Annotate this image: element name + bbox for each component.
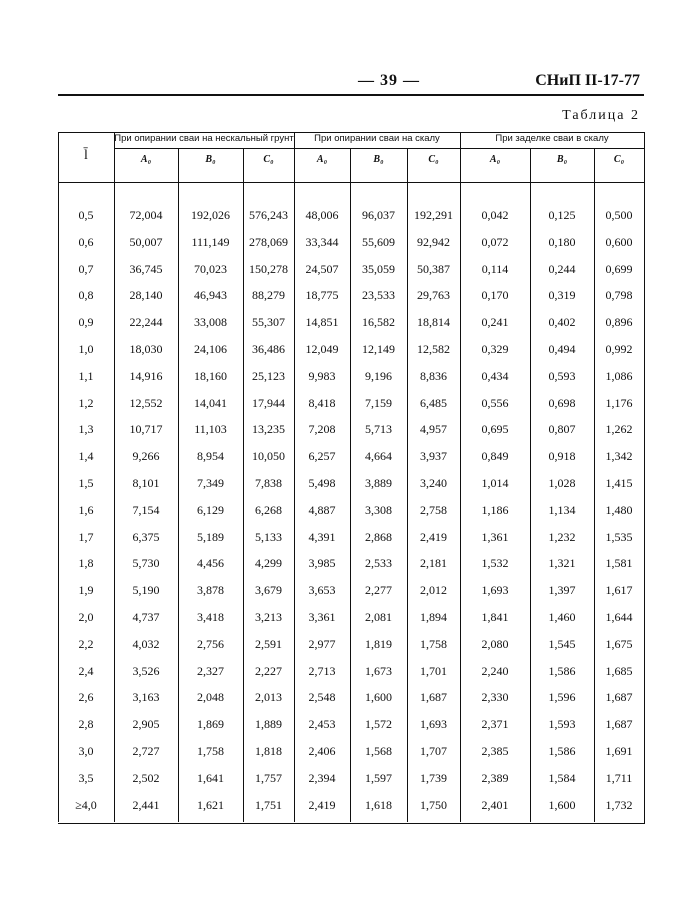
table-cell: 3,937 [420, 449, 447, 464]
table-row [58, 230, 644, 255]
table-cell: 4,664 [365, 449, 392, 464]
table-cell: 2,394 [308, 770, 336, 785]
table-cell: 1,176 [605, 395, 633, 410]
table-cell: 0,918 [548, 449, 576, 464]
table-cell: 3,985 [308, 556, 336, 571]
table-cell: 33,008 [194, 315, 227, 330]
page-number: — 39 — [358, 72, 420, 89]
table-cell: 1,687 [420, 690, 447, 705]
table-cell: 5,189 [197, 529, 224, 544]
table-cell: 5,730 [132, 556, 160, 571]
table-cell: 6,268 [255, 502, 282, 517]
table-cell: 2,977 [308, 636, 336, 651]
table-row [58, 766, 644, 791]
table-row [58, 605, 644, 630]
cell-l: 2,8 [78, 717, 94, 732]
table-cell: 2,905 [132, 717, 160, 732]
table-cell: 1,687 [605, 717, 633, 732]
table-cell: 3,418 [197, 610, 224, 624]
table-cell: 6,257 [308, 449, 336, 464]
table-cell: 1,397 [548, 583, 576, 598]
table-cell: 3,653 [308, 583, 336, 598]
table-cell: 3,240 [420, 476, 447, 490]
cell-l: 3,5 [78, 770, 94, 785]
table-cell: 1,342 [605, 449, 633, 464]
table-cell: 111,149 [191, 234, 230, 249]
table-cell: 6,485 [420, 395, 447, 410]
cell-l: 1,9 [78, 583, 94, 598]
table-cell: 1,894 [420, 610, 447, 624]
table-cell: 0,042 [481, 208, 509, 222]
table-cell: 9,196 [365, 368, 392, 383]
table-cell: 0,180 [548, 234, 576, 249]
table-row [58, 444, 644, 469]
table-cell: 1,581 [605, 556, 633, 571]
table-row [58, 283, 644, 308]
cell-l: 2,2 [78, 636, 94, 651]
table-cell: 576,243 [249, 208, 288, 222]
table-cell: 1,675 [605, 636, 633, 651]
table-cell: 0,434 [481, 368, 509, 383]
table-cell: 1,480 [605, 502, 633, 517]
table-cell: 3,163 [132, 690, 160, 705]
table-cell: 2,181 [420, 556, 447, 571]
group-title-embedded: При заделке сваи в скалу [495, 133, 609, 144]
table-row [58, 471, 644, 496]
table-cell: 1,691 [605, 744, 633, 758]
table-cell: 1,641 [197, 770, 224, 785]
table-cell: 14,916 [129, 368, 163, 383]
table-cell: 1,415 [605, 476, 633, 490]
cell-l: 1,4 [78, 449, 94, 464]
table-cell: 2,227 [255, 663, 282, 678]
cell-l: 1,3 [78, 422, 94, 437]
table-cell: 0,500 [605, 208, 633, 222]
table-cell: 2,371 [481, 717, 509, 732]
table-cell: 3,526 [132, 663, 160, 678]
table-cell: 7,349 [197, 476, 224, 490]
table-cell: 12,552 [129, 395, 163, 410]
cell-l: 0,6 [78, 234, 94, 249]
table-row [58, 739, 644, 764]
table-cell: 0,798 [605, 288, 633, 303]
table-cell: 6,129 [197, 502, 224, 517]
col-head-b0-rock: B₀ [373, 154, 384, 165]
table-row [58, 257, 644, 282]
table-cell: 2,330 [481, 690, 509, 705]
table-cell: 1,186 [481, 502, 509, 517]
table-row [58, 310, 644, 335]
row-header-l: l̄ [84, 148, 88, 163]
table-cell: 1,751 [255, 797, 282, 812]
table-cell: 18,030 [129, 342, 163, 356]
table-cell: 1,134 [548, 502, 576, 517]
table-cell: 1,586 [548, 744, 576, 758]
table-cell: 4,737 [132, 610, 160, 624]
table-cell: 4,456 [197, 556, 224, 571]
table-cell: 1,711 [605, 770, 633, 785]
table-cell: 5,713 [365, 422, 392, 437]
table-cell: 1,545 [548, 636, 576, 651]
table-cell: 2,727 [132, 744, 160, 758]
table-cell: 55,609 [362, 234, 395, 249]
table-cell: 0,494 [548, 342, 576, 356]
table-cell: 72,004 [129, 208, 163, 222]
table-cell: 1,869 [197, 717, 224, 732]
table-cell: 1,841 [481, 610, 509, 624]
table-cell: 16,582 [362, 315, 395, 330]
table-cell: 1,693 [420, 717, 447, 732]
table-row [58, 685, 644, 710]
table-cell: 1,460 [548, 610, 576, 624]
table-cell: 1,739 [420, 770, 447, 785]
table-cell: 4,032 [132, 636, 160, 651]
table-cell: 33,344 [305, 234, 339, 249]
table-cell: 150,278 [249, 261, 288, 276]
cell-l: 1,5 [78, 476, 94, 490]
table-cell: 7,838 [255, 476, 282, 490]
table-cell: 1,596 [548, 690, 576, 705]
table-cell: 14,041 [194, 395, 227, 410]
table-cell: 2,327 [197, 663, 224, 678]
table-cell: 1,597 [365, 770, 392, 785]
table-cell: 1,621 [197, 797, 224, 812]
table-cell: 36,745 [129, 261, 163, 276]
cell-l: 0,9 [78, 315, 94, 330]
table-cell: 1,086 [605, 368, 633, 383]
group-title-soil: При опирании сваи на нескальный грунт [114, 133, 294, 144]
table-cell: 25,123 [252, 368, 285, 383]
table-cell: 3,308 [365, 502, 392, 517]
table-cell: 0,402 [548, 315, 576, 330]
table-cell: 2,453 [308, 717, 336, 732]
table-cell: 46,943 [194, 288, 227, 303]
table-cell: 1,819 [365, 636, 392, 651]
cell-l: 2,4 [78, 663, 94, 678]
table-cell: 1,532 [481, 556, 509, 571]
table-cell: 2,591 [255, 636, 282, 651]
col-head-c0-embedded: C₀ [613, 154, 625, 165]
table-cell: 36,486 [252, 342, 285, 356]
table-cell: 278,069 [249, 234, 288, 249]
document-code: СНиП II-17-77 [535, 72, 640, 89]
table-cell: 23,533 [362, 288, 395, 303]
table-cell: 0,170 [481, 288, 509, 303]
table-cell: 55,307 [252, 315, 285, 330]
table-cell: 0,244 [548, 261, 576, 276]
table-cell: 2,533 [365, 556, 392, 571]
table-cell: 7,154 [132, 502, 160, 517]
table-cell: 50,387 [417, 261, 450, 276]
table-cell: 1,568 [365, 744, 392, 758]
table-cell: 6,375 [132, 529, 160, 544]
table-cell: 1,262 [605, 422, 633, 437]
table-cell: 2,419 [308, 797, 336, 812]
col-head-c0-rock: C₀ [428, 154, 439, 165]
table-cell: 1,600 [548, 797, 576, 812]
group-header-rule [114, 148, 644, 149]
table-cell: 3,213 [255, 610, 282, 624]
table-cell: 11,103 [194, 422, 227, 437]
table-cell: 0,241 [481, 315, 509, 330]
table-cell: 0,072 [481, 234, 509, 249]
table-cell: 4,887 [308, 502, 336, 517]
table-row [58, 551, 644, 576]
table-cell: 192,026 [191, 208, 230, 222]
table-cell: 5,498 [308, 476, 336, 490]
table-cell: 4,299 [255, 556, 282, 571]
table-cell: 12,582 [417, 342, 450, 356]
table-label: Таблица 2 [562, 108, 640, 123]
table-cell: 17,944 [252, 395, 285, 410]
cell-l: 2,0 [78, 610, 94, 624]
table-row [58, 712, 644, 737]
table-cell: 192,291 [414, 208, 453, 222]
table-cell: 0,896 [605, 315, 633, 330]
table-cell: 18,775 [305, 288, 339, 303]
cell-l: 2,6 [78, 690, 94, 705]
table-cell: 92,942 [417, 234, 450, 249]
cell-l: 1,8 [78, 556, 94, 571]
table-cell: 10,050 [252, 449, 285, 464]
table-cell: 5,190 [132, 583, 160, 598]
table-cell: 1,758 [420, 636, 447, 651]
table-cell: 1,701 [420, 663, 447, 678]
table-cell: 2,758 [420, 502, 447, 517]
table-cell: 24,106 [194, 342, 227, 356]
cell-l: 0,8 [78, 288, 94, 303]
table-cell: 18,814 [417, 315, 450, 330]
table-cell: 2,012 [420, 583, 447, 598]
table-cell: 2,401 [481, 797, 509, 812]
table-row [58, 203, 644, 228]
table-cell: 28,140 [129, 288, 163, 303]
table-cell: 1,758 [197, 744, 224, 758]
table-cell: 4,391 [308, 529, 336, 544]
table-cell: 35,059 [362, 261, 395, 276]
table-cell: 1,593 [548, 717, 576, 732]
cell-l: 1,2 [78, 395, 94, 410]
table-cell: 1,586 [548, 663, 576, 678]
col-head-a0-soil: A₀ [140, 154, 152, 165]
table-cell: 1,572 [365, 717, 392, 732]
cell-l: 0,5 [78, 208, 94, 222]
table-cell: 8,836 [420, 368, 447, 383]
table-cell: 4,957 [420, 422, 447, 437]
table-cell: 0,992 [605, 342, 633, 356]
table-row [58, 337, 644, 362]
table-cell: 0,698 [548, 395, 576, 410]
table-cell: 1,818 [255, 744, 282, 758]
table-cell: 1,617 [605, 583, 633, 598]
table-row [58, 364, 644, 389]
table-cell: 2,713 [308, 663, 336, 678]
table-cell: 48,006 [305, 208, 339, 222]
col-head-a0-embedded: A₀ [489, 154, 501, 165]
table-cell: 9,983 [308, 368, 336, 383]
column-header-rule [58, 182, 644, 183]
table-cell: 0,849 [481, 449, 509, 464]
table-cell: 29,763 [417, 288, 450, 303]
table-cell: 1,757 [255, 770, 282, 785]
table-cell: 8,101 [132, 476, 160, 490]
table-cell: 7,159 [365, 395, 392, 410]
table-row [58, 498, 644, 523]
cell-l: ≥4,0 [75, 797, 97, 812]
table-cell: 1,644 [605, 610, 633, 624]
table-cell: 8,954 [197, 449, 224, 464]
table-cell: 1,889 [255, 717, 282, 732]
table-cell: 2,389 [481, 770, 509, 785]
group-title-rock: При опирании сваи на скалу [314, 133, 440, 144]
table-cell: 2,385 [481, 744, 509, 758]
cell-l: 1,7 [78, 529, 94, 544]
table-cell: 1,014 [481, 476, 509, 490]
table-cell: 1,707 [420, 744, 447, 758]
table-cell: 1,693 [481, 583, 509, 598]
table-row [58, 525, 644, 550]
col-head-b0-embedded: B₀ [556, 154, 568, 165]
table-cell: 1,687 [605, 690, 633, 705]
table-cell: 2,048 [197, 690, 224, 705]
cell-l: 1,1 [78, 368, 94, 383]
table-cell: 0,319 [548, 288, 576, 303]
table-cell: 2,868 [365, 529, 392, 544]
table-cell: 18,160 [194, 368, 227, 383]
table-cell: 0,600 [605, 234, 633, 249]
table-cell: 0,125 [548, 208, 576, 222]
table-cell: 1,673 [365, 663, 392, 678]
cell-l: 3,0 [78, 744, 94, 758]
table-cell: 2,419 [420, 529, 447, 544]
table-row [58, 417, 644, 442]
table-cell: 10,717 [129, 422, 163, 437]
table-cell: 2,406 [308, 744, 336, 758]
table-cell: 0,695 [481, 422, 509, 437]
table-row [58, 391, 644, 416]
cell-l: 0,7 [78, 261, 94, 276]
table-cell: 1,535 [605, 529, 633, 544]
table-row [58, 578, 644, 603]
table-cell: 2,502 [132, 770, 160, 785]
table-cell: 0,699 [605, 261, 633, 276]
table-cell: 96,037 [362, 208, 395, 222]
table-cell: 3,889 [365, 476, 392, 490]
table-cell: 14,851 [305, 315, 339, 330]
table-cell: 70,023 [194, 261, 227, 276]
table-cell: 12,149 [362, 342, 395, 356]
table-cell: 13,235 [252, 422, 285, 437]
table-cell: 1,750 [420, 797, 447, 812]
table-row [58, 632, 644, 657]
cell-l: 1,6 [78, 502, 94, 517]
table-row [58, 659, 644, 684]
table-cell: 5,133 [255, 529, 282, 544]
table-cell: 0,329 [481, 342, 509, 356]
table-cell: 2,756 [197, 636, 224, 651]
table-row [58, 793, 644, 818]
table-cell: 0,556 [481, 395, 509, 410]
table-cell: 7,208 [308, 422, 336, 437]
col-head-b0-soil: B₀ [205, 154, 216, 165]
col-head-c0-soil: C₀ [263, 154, 274, 165]
table-cell: 3,878 [197, 583, 224, 598]
table-cell: 1,321 [548, 556, 576, 571]
table-cell: 3,679 [255, 583, 282, 598]
table-cell: 1,600 [365, 690, 392, 705]
table-cell: 1,618 [365, 797, 392, 812]
table-cell: 0,114 [481, 261, 509, 276]
table-cell: 2,441 [132, 797, 160, 812]
table-cell: 0,593 [548, 368, 576, 383]
table-cell: 24,507 [305, 261, 339, 276]
page-header [58, 70, 644, 96]
table-cell: 8,418 [308, 395, 336, 410]
table-cell: 2,013 [255, 690, 282, 705]
table-cell: 1,361 [481, 529, 509, 544]
table-cell: 2,277 [365, 583, 392, 598]
cell-l: 1,0 [78, 342, 94, 356]
table-cell: 1,685 [605, 663, 633, 678]
table-cell: 12,049 [305, 342, 339, 356]
table-cell: 22,244 [129, 315, 163, 330]
table-cell: 2,240 [481, 663, 509, 678]
table-cell: 1,232 [548, 529, 576, 544]
table-cell: 88,279 [252, 288, 285, 303]
table-cell: 2,080 [481, 636, 509, 651]
table-cell: 3,361 [308, 610, 336, 624]
table-cell: 9,266 [132, 449, 160, 464]
table-cell: 2,081 [365, 610, 392, 624]
table-cell: 1,028 [548, 476, 576, 490]
table-cell: 1,732 [605, 797, 633, 812]
table-cell: 1,584 [548, 770, 576, 785]
table-cell: 50,007 [129, 234, 163, 249]
table-cell: 0,807 [548, 422, 576, 437]
col-head-a0-rock: A₀ [316, 154, 328, 165]
table-cell: 2,548 [308, 690, 336, 705]
